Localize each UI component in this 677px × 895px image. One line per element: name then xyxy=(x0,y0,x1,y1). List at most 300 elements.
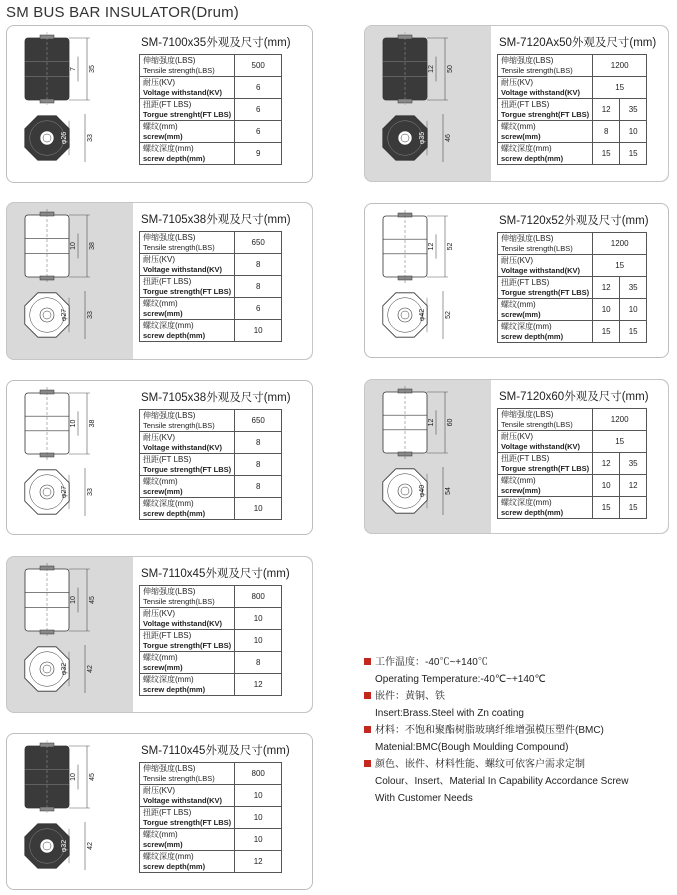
center-hole xyxy=(40,308,54,322)
spec-value: 6 xyxy=(235,121,282,143)
spec-table xyxy=(139,409,282,520)
spec-panel xyxy=(133,381,312,534)
spec-label-zh: 螺纹(mm) xyxy=(143,122,178,131)
thread-dimension-label: 12 xyxy=(428,242,435,251)
spec-row xyxy=(498,321,647,343)
spec-label-zh: 伸缩强度(LBS) xyxy=(501,234,554,243)
spec-value: 8 xyxy=(593,121,620,143)
spec-label-zh: 螺纹深度(mm) xyxy=(143,852,194,861)
spec-label-en: Torgue strenght(FT LBS) xyxy=(501,109,590,119)
spec-table xyxy=(139,762,282,873)
spec-row xyxy=(498,55,647,77)
spec-label-zh: 螺纹(mm) xyxy=(143,653,178,662)
spec-row xyxy=(140,121,282,143)
insulator-drawing xyxy=(365,380,487,533)
spec-label-en: screw depth(mm) xyxy=(501,153,564,163)
across-dimension-label: 33 xyxy=(87,488,94,496)
spec-value: 35 xyxy=(620,453,647,475)
spec-value: 6 xyxy=(235,99,282,121)
thread-dimension-label: 7 xyxy=(70,67,77,71)
spec-panel xyxy=(133,557,312,712)
spec-label xyxy=(140,829,235,851)
spec-label xyxy=(140,476,235,498)
red-square-bullet-icon xyxy=(364,726,371,733)
spec-value: 12 xyxy=(593,277,620,299)
spec-row xyxy=(140,674,282,696)
center-hole xyxy=(40,662,54,676)
spec-label-zh: 螺纹(mm) xyxy=(501,300,536,309)
spec-label-zh: 耐压(KV) xyxy=(501,78,533,87)
spec-label-en: Tensile strength(LBS) xyxy=(501,243,573,253)
insulator-drawing xyxy=(7,734,129,889)
spec-value: 12 xyxy=(593,99,620,121)
product-card-7100x35 xyxy=(6,25,313,183)
spec-label-zh: 螺纹深度(mm) xyxy=(143,675,194,684)
spec-panel xyxy=(133,203,312,359)
spec-label-zh: 伸缩强度(LBS) xyxy=(143,764,196,773)
spec-label-zh: 螺纹深度(mm) xyxy=(143,499,194,508)
model-title: SM-7110x45外观及尺寸(mm) xyxy=(141,568,290,580)
thread-dimension-label: 10 xyxy=(70,242,77,250)
spec-label-zh: 螺纹(mm) xyxy=(143,830,178,839)
spec-table xyxy=(497,232,647,343)
spec-value: 800 xyxy=(235,763,282,785)
spec-value: 8 xyxy=(235,276,282,298)
spec-row xyxy=(140,829,282,851)
center-hole xyxy=(40,485,54,499)
spec-value: 15 xyxy=(593,255,647,277)
insulator-svg xyxy=(365,204,487,357)
spec-label-en: Torgue strength(FT LBS) xyxy=(501,463,590,473)
spec-label-en: screw depth(mm) xyxy=(501,507,564,517)
across-dimension-label: 46 xyxy=(445,134,452,142)
spec-label xyxy=(140,77,235,99)
spec-label xyxy=(498,255,593,277)
spec-label-zh: 伸缩强度(LBS) xyxy=(143,411,196,420)
spec-label xyxy=(140,254,235,276)
spec-value: 10 xyxy=(235,608,282,630)
spec-label-en: screw(mm) xyxy=(143,839,183,849)
red-square-bullet-icon xyxy=(364,760,371,767)
model-title: SM-7105x38外观及尺寸(mm) xyxy=(141,214,291,226)
spec-value: 8 xyxy=(235,476,282,498)
spec-value: 10 xyxy=(620,121,647,143)
height-dimension-label: 52 xyxy=(447,242,454,251)
spec-row xyxy=(140,254,282,276)
spec-row xyxy=(498,497,647,519)
spec-label-en: screw depth(mm) xyxy=(143,684,206,694)
model-title: SM-7105x38外观及尺寸(mm) xyxy=(141,392,291,404)
spec-label-en: Voltage withstand(KV) xyxy=(143,618,223,628)
spec-value: 6 xyxy=(235,77,282,99)
spec-value: 15 xyxy=(593,497,620,519)
spec-label xyxy=(498,475,593,497)
spec-label xyxy=(140,232,235,254)
spec-table xyxy=(497,54,647,165)
spec-label-en: Voltage withstand(KV) xyxy=(143,795,223,805)
spec-value: 35 xyxy=(620,99,647,121)
spec-label xyxy=(498,321,593,343)
spec-row xyxy=(140,785,282,807)
spec-label-zh: 螺纹(mm) xyxy=(143,299,178,308)
spec-label-en: Voltage withstand(KV) xyxy=(143,264,223,274)
spec-value: 10 xyxy=(235,498,282,520)
spec-panel xyxy=(491,26,668,181)
spec-label-en: Torgue strength(FT LBS) xyxy=(143,286,232,296)
spec-row xyxy=(140,498,282,520)
insulator-drawing xyxy=(7,26,129,182)
spec-label-zh: 扭距(FT LBS) xyxy=(143,100,192,109)
spec-table xyxy=(497,408,647,519)
spec-label xyxy=(140,674,235,696)
spec-value: 15 xyxy=(593,143,620,165)
spec-row xyxy=(140,99,282,121)
spec-row xyxy=(140,454,282,476)
insulator-svg xyxy=(7,381,129,534)
spec-label xyxy=(498,409,593,431)
spec-label xyxy=(140,630,235,652)
spec-label-en: Voltage withstand(KV) xyxy=(501,87,581,97)
spec-label-en: screw(mm) xyxy=(501,485,541,495)
spec-label xyxy=(140,785,235,807)
note-text: Matenial:BMC(Bough Moulding Compound) xyxy=(375,742,569,753)
spec-value: 15 xyxy=(593,77,647,99)
spec-label xyxy=(140,143,235,165)
product-card-7110x45-a xyxy=(6,556,313,713)
spec-label xyxy=(498,77,593,99)
spec-value: 12 xyxy=(620,475,647,497)
spec-panel xyxy=(133,26,312,182)
height-dimension-label: 45 xyxy=(89,773,96,781)
spec-label-en: Tensile strength(LBS) xyxy=(143,242,215,252)
note-text: 颜色、嵌件、材料性能、螺纹可依客户需求定制 xyxy=(375,759,585,770)
spec-value: 1200 xyxy=(593,55,647,77)
product-card-7105x38-a xyxy=(6,202,313,360)
note-line xyxy=(364,654,674,671)
spec-row xyxy=(498,475,647,497)
insulator-drawing xyxy=(365,26,487,181)
spec-row xyxy=(140,807,282,829)
center-hole xyxy=(40,131,54,145)
across-dimension-label: 33 xyxy=(87,311,94,319)
spec-row xyxy=(140,586,282,608)
note-text: Colour、Insert、Material In Capability Accordance Screw xyxy=(375,776,629,787)
model-title: SM-7110x45外观及尺寸(mm) xyxy=(141,745,290,757)
spec-label xyxy=(498,453,593,475)
model-title: SM-7120x60外观及尺寸(mm) xyxy=(499,391,649,403)
spec-label xyxy=(140,99,235,121)
note-text: 嵌件：黄铜、铁 xyxy=(375,691,445,702)
spec-row xyxy=(498,233,647,255)
spec-label-en: screw(mm) xyxy=(143,308,183,318)
center-hole xyxy=(398,308,412,322)
spec-row xyxy=(140,55,282,77)
spec-label xyxy=(498,121,593,143)
note-line xyxy=(364,671,674,688)
spec-label-zh: 伸缩强度(LBS) xyxy=(143,233,196,242)
page-title: SM BUS BAR INSULATOR(Drum) xyxy=(6,4,240,21)
spec-label-zh: 伸缩强度(LBS) xyxy=(501,410,554,419)
spec-value: 15 xyxy=(620,143,647,165)
spec-label-en: Voltage withstand(KV) xyxy=(501,265,581,275)
height-dimension-label: 38 xyxy=(89,419,96,428)
spec-value: 8 xyxy=(235,432,282,454)
note-line xyxy=(364,705,674,722)
product-card-7120ax50 xyxy=(364,25,669,182)
diameter-dimension-label: φ42 xyxy=(419,308,426,322)
spec-label-zh: 螺纹深度(mm) xyxy=(501,144,552,153)
spec-row xyxy=(498,299,647,321)
spec-label xyxy=(140,298,235,320)
diameter-dimension-label: φ35 xyxy=(419,131,426,145)
spec-label-zh: 扭距(FT LBS) xyxy=(501,278,550,287)
spec-panel xyxy=(133,734,312,889)
spec-value: 6 xyxy=(235,298,282,320)
spec-label-en: Tensile strength(LBS) xyxy=(143,65,215,75)
across-dimension-label: 52 xyxy=(445,311,452,319)
spec-row xyxy=(498,77,647,99)
spec-value: 9 xyxy=(235,143,282,165)
spec-value: 10 xyxy=(593,475,620,497)
spec-row xyxy=(498,453,647,475)
spec-label-zh: 螺纹深度(mm) xyxy=(143,321,194,330)
spec-label xyxy=(140,320,235,342)
spec-row xyxy=(140,630,282,652)
spec-label-en: screw depth(mm) xyxy=(143,330,206,340)
spec-label-en: Voltage withstand(KV) xyxy=(501,441,581,451)
spec-row xyxy=(140,432,282,454)
spec-value: 10 xyxy=(235,630,282,652)
spec-label-en: Voltage withstand(KV) xyxy=(143,442,223,452)
spec-row xyxy=(498,143,647,165)
across-dimension-label: 42 xyxy=(87,842,94,850)
center-hole xyxy=(398,484,412,498)
spec-label xyxy=(140,807,235,829)
spec-row xyxy=(140,476,282,498)
note-text: With Customer Needs xyxy=(375,793,473,804)
spec-label xyxy=(498,431,593,453)
spec-row xyxy=(140,608,282,630)
spec-row xyxy=(498,255,647,277)
spec-value: 10 xyxy=(620,299,647,321)
spec-row xyxy=(140,232,282,254)
height-dimension-label: 38 xyxy=(89,242,96,250)
spec-label-en: Tensile strength(LBS) xyxy=(143,596,215,606)
note-text: Insert:Brass.Steel with Zn coating xyxy=(375,708,524,719)
spec-value: 10 xyxy=(235,807,282,829)
thread-dimension-label: 10 xyxy=(70,596,77,604)
spec-label-zh: 螺纹(mm) xyxy=(501,476,536,485)
center-hole xyxy=(398,131,412,145)
spec-label-zh: 扭距(FT LBS) xyxy=(143,277,192,286)
spec-label-en: Torgue strength(FT LBS) xyxy=(143,817,232,827)
spec-value: 500 xyxy=(235,55,282,77)
thread-dimension-label: 10 xyxy=(70,773,77,781)
spec-value: 15 xyxy=(620,321,647,343)
insulator-svg xyxy=(7,26,129,182)
spec-value: 15 xyxy=(593,431,647,453)
spec-label-en: Torgue strength(FT LBS) xyxy=(501,287,590,297)
red-square-bullet-icon xyxy=(364,658,371,665)
spec-table xyxy=(139,54,282,165)
spec-label xyxy=(498,233,593,255)
across-dimension-label: 54 xyxy=(445,487,452,495)
spec-label-en: Voltage withstand(KV) xyxy=(143,87,223,97)
spec-table xyxy=(139,231,282,342)
spec-value: 12 xyxy=(593,453,620,475)
height-dimension-label: 50 xyxy=(447,65,454,73)
spec-row xyxy=(498,121,647,143)
diameter-dimension-label: φ40 xyxy=(419,484,426,498)
diameter-dimension-label: φ26 xyxy=(61,131,68,145)
notes-section xyxy=(364,654,674,807)
spec-label-en: Torgue strength(FT LBS) xyxy=(143,640,232,650)
product-card-7120x60 xyxy=(364,379,669,534)
model-title: SM-7120Ax50外观及尺寸(mm) xyxy=(499,37,657,49)
spec-label-zh: 螺纹(mm) xyxy=(143,477,178,486)
spec-label-en: screw depth(mm) xyxy=(501,331,564,341)
spec-value: 1200 xyxy=(593,409,647,431)
spec-label xyxy=(140,432,235,454)
spec-label-zh: 螺纹深度(mm) xyxy=(501,498,552,507)
spec-label-zh: 螺纹深度(mm) xyxy=(501,322,552,331)
insulator-svg xyxy=(7,203,129,359)
spec-value: 650 xyxy=(235,410,282,432)
red-square-bullet-icon xyxy=(364,692,371,699)
spec-label-zh: 扭距(FT LBS) xyxy=(501,454,550,463)
thread-dimension-label: 12 xyxy=(428,418,435,427)
note-line xyxy=(364,790,674,807)
thread-dimension-label: 12 xyxy=(428,65,435,73)
spec-label-en: Tensile strength(LBS) xyxy=(501,419,573,429)
spec-row xyxy=(498,277,647,299)
spec-label-zh: 耐压(KV) xyxy=(143,78,175,87)
spec-panel xyxy=(491,380,668,533)
product-card-7110x45-b xyxy=(6,733,313,890)
spec-row xyxy=(140,320,282,342)
spec-row xyxy=(140,276,282,298)
spec-label xyxy=(140,498,235,520)
note-line xyxy=(364,773,674,790)
spec-label-zh: 耐压(KV) xyxy=(501,432,533,441)
spec-label xyxy=(140,410,235,432)
spec-value: 10 xyxy=(235,785,282,807)
insulator-drawing xyxy=(7,203,129,359)
note-line xyxy=(364,688,674,705)
spec-row xyxy=(140,77,282,99)
height-dimension-label: 45 xyxy=(89,596,96,604)
spec-label-en: screw depth(mm) xyxy=(143,153,206,163)
diameter-dimension-label: φ32 xyxy=(61,839,68,853)
spec-label-en: screw(mm) xyxy=(501,309,541,319)
across-dimension-label: 33 xyxy=(87,134,94,142)
spec-label xyxy=(140,55,235,77)
spec-label-zh: 扭距(FT LBS) xyxy=(143,808,192,817)
spec-value: 8 xyxy=(235,454,282,476)
spec-value: 12 xyxy=(235,674,282,696)
note-line xyxy=(364,739,674,756)
spec-value: 10 xyxy=(593,299,620,321)
spec-row xyxy=(498,431,647,453)
spec-label-en: screw depth(mm) xyxy=(143,861,206,871)
insulator-svg xyxy=(365,380,487,533)
spec-label xyxy=(140,652,235,674)
across-dimension-label: 42 xyxy=(87,665,94,673)
spec-row xyxy=(140,298,282,320)
note-text: Operating Temperature:-40℃~+140℃ xyxy=(375,674,546,685)
insulator-svg xyxy=(7,734,129,889)
spec-label xyxy=(498,99,593,121)
spec-value: 800 xyxy=(235,586,282,608)
diameter-dimension-label: φ27 xyxy=(61,485,68,499)
diameter-dimension-label: φ27 xyxy=(61,308,68,322)
spec-label-zh: 螺纹深度(mm) xyxy=(143,144,194,153)
spec-label xyxy=(140,763,235,785)
spec-label xyxy=(140,276,235,298)
spec-label-en: Tensile strength(LBS) xyxy=(501,65,573,75)
spec-label-zh: 耐压(KV) xyxy=(143,255,175,264)
spec-row xyxy=(140,143,282,165)
height-dimension-label: 60 xyxy=(447,418,454,427)
spec-panel xyxy=(491,204,668,357)
note-text: 工作温度：-40℃~+140℃ xyxy=(375,657,488,668)
spec-value: 10 xyxy=(235,829,282,851)
spec-label-zh: 螺纹(mm) xyxy=(501,122,536,131)
center-hole xyxy=(40,839,54,853)
thread-dimension-label: 10 xyxy=(70,419,77,428)
insulator-svg xyxy=(365,26,487,181)
spec-value: 15 xyxy=(593,321,620,343)
spec-value: 10 xyxy=(235,320,282,342)
spec-value: 15 xyxy=(620,497,647,519)
spec-label-en: screw(mm) xyxy=(143,662,183,672)
diameter-dimension-label: φ32 xyxy=(61,662,68,676)
spec-label xyxy=(498,143,593,165)
spec-label-zh: 耐压(KV) xyxy=(501,256,533,265)
note-line xyxy=(364,756,674,773)
model-title: SM-7100x35外观及尺寸(mm) xyxy=(141,37,291,49)
spec-label-zh: 耐压(KV) xyxy=(143,433,175,442)
spec-value: 650 xyxy=(235,232,282,254)
spec-label-en: screw(mm) xyxy=(143,486,183,496)
spec-value: 1200 xyxy=(593,233,647,255)
spec-value: 12 xyxy=(235,851,282,873)
spec-label-zh: 扭距(FT LBS) xyxy=(501,100,550,109)
spec-label-zh: 伸缩强度(LBS) xyxy=(501,56,554,65)
spec-label-zh: 扭距(FT LBS) xyxy=(143,455,192,464)
note-line xyxy=(364,722,674,739)
spec-row xyxy=(498,99,647,121)
spec-row xyxy=(140,652,282,674)
spec-label-en: Tensile strength(LBS) xyxy=(143,773,215,783)
spec-label-zh: 扭距(FT LBS) xyxy=(143,631,192,640)
spec-value: 35 xyxy=(620,277,647,299)
spec-row xyxy=(140,851,282,873)
spec-label xyxy=(140,586,235,608)
spec-label-zh: 伸缩强度(LBS) xyxy=(143,56,196,65)
insulator-drawing xyxy=(7,381,129,534)
spec-value: 8 xyxy=(235,652,282,674)
product-card-7105x38-b xyxy=(6,380,313,535)
spec-label xyxy=(140,608,235,630)
spec-label-zh: 耐压(KV) xyxy=(143,609,175,618)
spec-label-en: Tensile strength(LBS) xyxy=(143,420,215,430)
spec-label-en: screw(mm) xyxy=(143,131,183,141)
spec-label-en: Torgue strenght(FT LBS) xyxy=(143,109,232,119)
spec-label xyxy=(498,497,593,519)
product-card-7120x52 xyxy=(364,203,669,358)
spec-label-zh: 耐压(KV) xyxy=(143,786,175,795)
